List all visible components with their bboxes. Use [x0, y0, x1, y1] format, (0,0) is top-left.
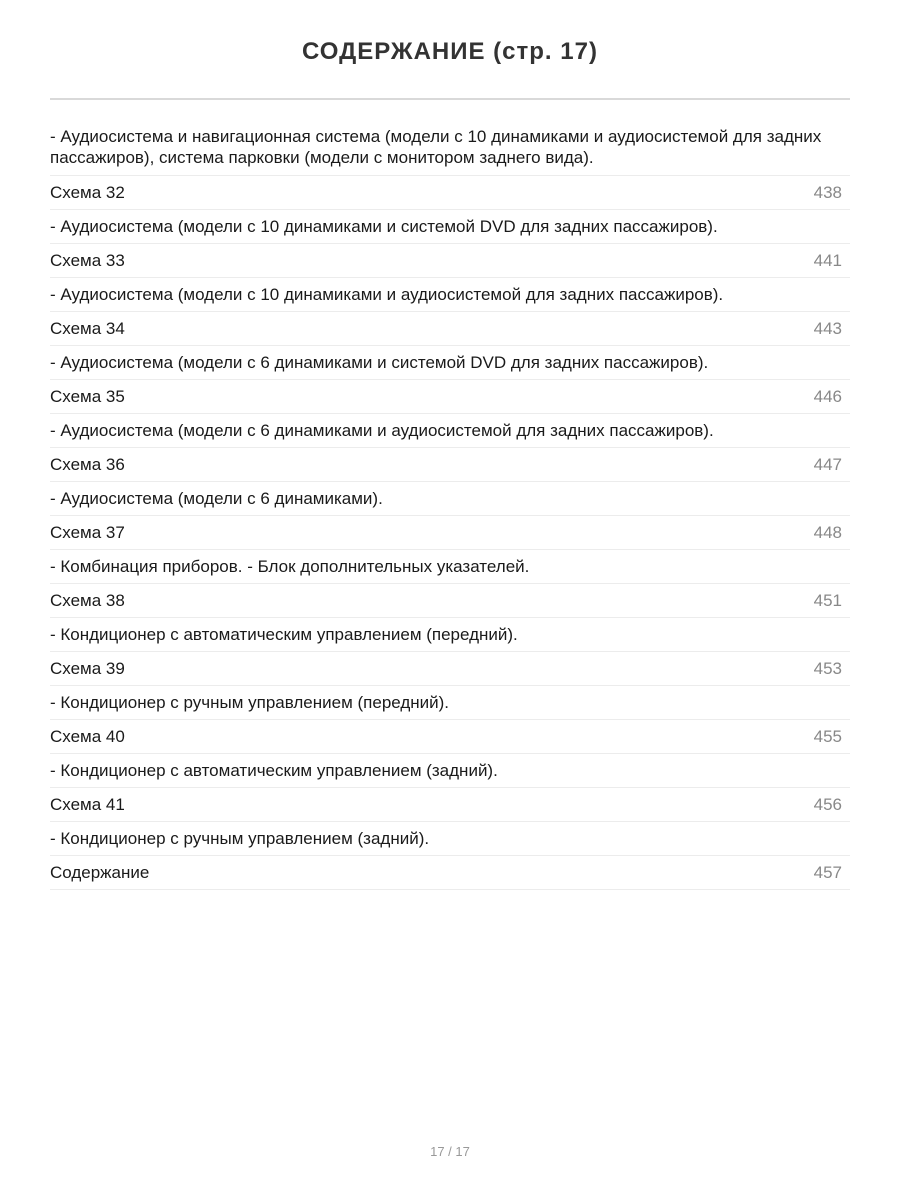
toc-page-number: 447 [813, 454, 842, 474]
toc-description-text: - Аудиосистема (модели с 6 динамиками и аудиосистемой для задних пассажиров). [50, 420, 714, 440]
page-indicator: 17 / 17 [430, 1144, 470, 1159]
toc-description-text: - Аудиосистема (модели с 10 динамиками и аудиосистемой для задних пассажиров). [50, 284, 724, 304]
toc-entry-label[interactable]: Схема 36 [50, 454, 125, 474]
toc-description-text: - Аудиосистема (модели с 10 динамиками и системой DVD для задних пассажиров). [50, 216, 718, 236]
toc-page-number: 443 [813, 318, 842, 338]
toc-entry-label[interactable]: Схема 38 [50, 590, 125, 610]
toc-entry-label[interactable]: Схема 32 [50, 182, 125, 202]
toc-entry-label[interactable]: Схема 40 [50, 726, 125, 746]
toc-entry-row[interactable] [50, 244, 850, 278]
toc-description-row [50, 482, 850, 516]
toc-page-number: 448 [813, 522, 842, 542]
toc-description-row [50, 550, 850, 584]
toc-page-number: 438 [813, 182, 842, 202]
toc-page-number: 446 [813, 386, 842, 406]
toc-entry-label[interactable]: Содержание [50, 862, 150, 882]
toc-description-row [50, 278, 850, 312]
toc-entry-row[interactable] [50, 788, 850, 822]
toc-description-row [50, 124, 850, 176]
toc-entry-row[interactable] [50, 380, 850, 414]
toc-page-number: 453 [813, 658, 842, 678]
toc-entry-label[interactable]: Схема 37 [50, 522, 125, 542]
toc-entry-label[interactable]: Схема 33 [50, 250, 125, 270]
toc-entry-row[interactable] [50, 312, 850, 346]
toc-description-text: - Кондиционер с ручным управлением (передний). [50, 692, 450, 712]
toc-description-text: - Кондиционер с ручным управлением (задний). [50, 828, 430, 848]
toc-description-row [50, 686, 850, 720]
toc-page-number: 457 [813, 862, 842, 882]
toc-entry-row[interactable] [50, 652, 850, 686]
toc-description-text: - Аудиосистема и навигационная система (модели с 10 динамиками и аудиосистемой для задних пассажиров), система парковки (модели с монитором заднего вида). [50, 127, 822, 167]
toc-description-row [50, 822, 850, 856]
toc-description-text: - Аудиосистема (модели с 6 динамиками и системой DVD для задних пассажиров). [50, 352, 709, 372]
toc-list [50, 124, 850, 890]
toc-entry-row[interactable] [50, 448, 850, 482]
toc-description-text: - Кондиционер с автоматическим управлением (задний). [50, 760, 498, 780]
toc-entry-row[interactable] [50, 516, 850, 550]
toc-entry-row[interactable] [50, 856, 850, 890]
toc-entry-label[interactable]: Схема 35 [50, 386, 125, 406]
toc-description-row [50, 414, 850, 448]
toc-entry-row[interactable] [50, 720, 850, 754]
toc-entry-row[interactable] [50, 584, 850, 618]
toc-description-row [50, 210, 850, 244]
toc-description-row [50, 346, 850, 380]
toc-description-row [50, 754, 850, 788]
toc-description-text: - Кондиционер с автоматическим управлением (передний). [50, 624, 518, 644]
toc-description-text: - Аудиосистема (модели с 6 динамиками). [50, 488, 383, 508]
toc-page-number: 441 [813, 250, 842, 270]
toc-page-number: 455 [813, 726, 842, 746]
toc-page-number: 456 [813, 794, 842, 814]
toc-entry-label[interactable]: Схема 39 [50, 658, 125, 678]
toc-description-row [50, 618, 850, 652]
page-title: СОДЕРЖАНИЕ (стр. 17) [302, 38, 598, 65]
toc-entry-row[interactable] [50, 176, 850, 210]
toc-description-text: - Комбинация приборов. - Блок дополнительных указателей. [50, 556, 530, 576]
toc-entry-label[interactable]: Схема 41 [50, 794, 125, 814]
toc-page-number: 451 [813, 590, 842, 610]
title-divider [50, 98, 850, 100]
toc-entry-label[interactable]: Схема 34 [50, 318, 125, 338]
